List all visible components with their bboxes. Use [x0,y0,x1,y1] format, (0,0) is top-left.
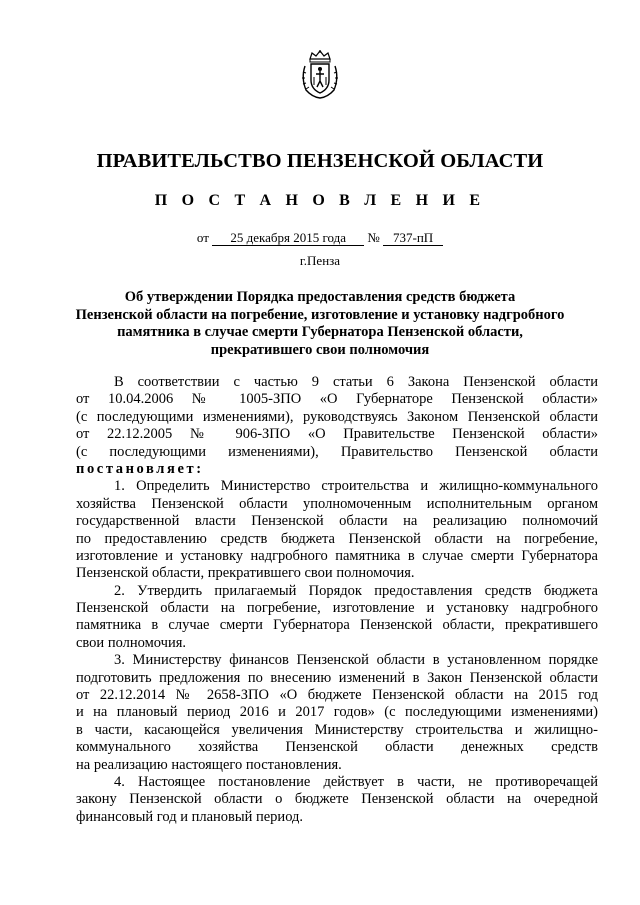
body-line: 1. Определить Министерство строительства и жилищно-коммунального [114,478,598,495]
resolves-keyword: постановляет: [76,460,204,477]
body-line: Пензенской области на погребение, изготовление и установку надгробного [76,600,598,617]
date-and-number-line [0,230,640,246]
body-line: коммунального хозяйства Пензенской области денежных средств [76,739,598,756]
heading-line: памятника в случае смерти Губернатора Пензенской области, [117,324,523,340]
document-type: П О С Т А Н О В Л Е Н И Е [154,192,486,209]
heading-line: Пензенской области на погребение, изготовление и установку надгробного [75,306,565,323]
body-line: от 22.12.2014 № 2658-ЗПО «О бюджете Пензенской области на 2015 год [76,687,598,704]
body-line: подготовить предложения по внесению изменений в Закон Пензенской области [76,669,598,686]
body-line: от 22.12.2005 № 906-ЗПО «О Правительстве Пензенской области» [76,426,598,443]
body-line: памятника в случае смерти Губернатора Пензенской области, прекратившего [76,617,598,634]
body-line: по предоставлению средств бюджета Пензенской области на погребение, [76,530,598,547]
number-sign: № [367,230,380,245]
body-line: хозяйства Пензенской области уполномоченным исполнительным органом [76,495,598,512]
body-line: и на плановый период 2016 и 2017 годов» (с последующими изменениями) [76,704,598,721]
body-line: 4. Настоящее постановление действует в части, не противоречащей [114,773,598,790]
government-name: ПРАВИТЕЛЬСТВО ПЕНЗЕНСКОЙ ОБЛАСТИ [96,150,544,172]
body-line: в части, касающейся увеличения Министерству строительства и жилищно- [76,721,598,738]
body-line: (с последующими изменениями), Правительство Пензенской области [76,443,598,460]
heading-line: Об утверждении Порядка предоставления средств бюджета [124,289,516,305]
heading-line: прекратившего свои полномочия [210,341,430,358]
body-line: 3. Министерству финансов Пензенской области в установленном порядке [114,652,598,669]
body-line: (с последующими изменениями), руководствуясь Законом Пензенской области [76,408,598,425]
body-line: В соответствии с частью 9 статьи 6 Закона Пензенской области [114,374,598,390]
city-name: г.Пенза [299,253,341,268]
body-line: 2. Утвердить прилагаемый Порядок предоставления средств бюджета [114,582,598,599]
body-line: от 10.04.2006 № 1005-ЗПО «О Губернаторе Пензенской области» [76,391,598,408]
date-prefix: от [196,230,209,245]
body-line: закону Пензенской области о бюджете Пензенской области на очередной [76,791,598,808]
document-number: 737-пП [383,230,443,246]
document-heading [70,289,570,359]
penza-region-coat-of-arms-icon [298,50,342,100]
body-line: финансовый год и плановый период. [76,808,304,825]
document-body [76,374,598,826]
body-line: свои полномочия. [76,634,187,651]
body-line: на реализацию настоящего постановления. [76,756,342,773]
document-date: 25 декабря 2015 года [212,230,364,246]
body-line: Пензенской области, прекратившего свои полномочия. [76,565,415,582]
body-line: государственной власти Пензенской области на реализацию полномочий [76,513,598,530]
body-line: изготовление и установку надгробного памятника в случае смерти Губернатора [76,547,598,564]
